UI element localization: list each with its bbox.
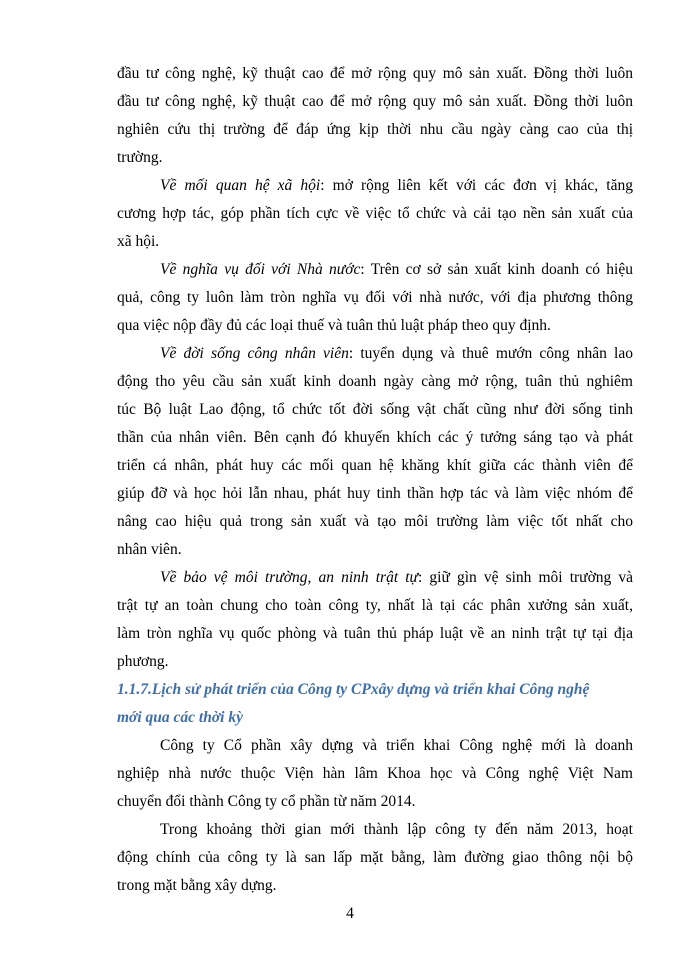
paragraph-text: : mở rộng liên kết với các đơn vị khác, tăng bbox=[320, 177, 633, 194]
body-line: nâng cao hiệu quả trong sản xuất và tạo môi trường làm việc tốt nhất cho bbox=[117, 513, 633, 530]
body-line: động tho yêu cầu sản xuất kinh doanh ngày càng mở rộng, tuân thủ nghiêm bbox=[117, 373, 633, 390]
body-line: nghiệp nhà nước thuộc Viện hàn lâm Khoa học và Công nghệ Việt Nam bbox=[117, 765, 633, 782]
paragraph-lead: Về đời sống công nhân viên bbox=[160, 345, 349, 362]
body-line: cương hợp tác, góp phần tích cực về việc tổ chức và cải tạo nền sản xuất của bbox=[117, 205, 633, 222]
section-heading: mới qua các thời kỳ bbox=[117, 709, 243, 726]
body-line: quả, công ty luôn làm tròn nghĩa vụ đối với nhà nước, với địa phương thông bbox=[117, 289, 633, 306]
body-line: đầu tư công nghệ, kỹ thuật cao để mở rộng quy mô sản xuất. Đồng thời luôn bbox=[117, 65, 633, 82]
body-line: phương. bbox=[117, 653, 169, 670]
paragraph-environment bbox=[160, 568, 633, 588]
body-line: làm tròn nghĩa vụ quốc phòng và tuân thủ pháp luật về an ninh trật tự tại địa bbox=[117, 625, 633, 642]
paragraph-social bbox=[160, 176, 633, 196]
paragraph-text: : tuyển dụng và thuê mướn công nhân lao bbox=[348, 345, 633, 362]
body-line: giúp đỡ và học hỏi lẫn nhau, phát huy tinh thần hợp tác và làm việc nhóm để bbox=[117, 485, 633, 502]
paragraph-text: : Trên cơ sở sản xuất kinh doanh có hiệu bbox=[360, 261, 633, 278]
paragraph-employees bbox=[160, 344, 633, 364]
body-line: qua việc nộp đầy đủ các loại thuế và tuân thủ luật pháp theo quy định. bbox=[117, 317, 551, 334]
body-line: trật tự an toàn chung cho toàn công ty, nhất là tại các phân xưởng sản xuất, bbox=[117, 597, 633, 614]
body-line: nhân viên. bbox=[117, 541, 182, 558]
body-line: động chính của công ty là san lấp mặt bằng, làm đường giao thông nội bộ bbox=[117, 849, 633, 866]
paragraph-text: : giữ gìn vệ sinh môi trường và bbox=[418, 569, 633, 586]
body-line: Công ty Cổ phần xây dựng và triển khai Công nghệ mới là doanh bbox=[160, 737, 633, 754]
body-line: triển cá nhân, phát huy các mối quan hệ khăng khít giữa các thành viên để bbox=[117, 457, 633, 474]
body-line: trong mặt bằng xây dựng. bbox=[117, 877, 277, 894]
body-line: túc Bộ luật Lao động, tổ chức tốt đời sống vật chất cũng như đời sống tinh bbox=[117, 401, 633, 418]
paragraph-state-duty bbox=[160, 260, 633, 280]
paragraph-lead: Về bảo vệ môi trường, an ninh trật tự bbox=[160, 569, 418, 586]
body-line: Trong khoảng thời gian mới thành lập công ty đến năm 2013, hoạt bbox=[160, 821, 633, 838]
body-line: thần của nhân viên. Bên cạnh đó khuyến khích các ý tưởng sáng tạo và phát bbox=[117, 429, 633, 446]
body-line: chuyển đổi thành Công ty cổ phần từ năm 2014. bbox=[117, 793, 416, 810]
body-line: xã hội. bbox=[117, 233, 160, 250]
page-number: 4 bbox=[346, 905, 354, 922]
paragraph-lead: Về mối quan hệ xã hội bbox=[160, 177, 321, 194]
body-line: đầu tư công nghệ, kỹ thuật cao để mở rộng quy mô sản xuất. Đồng thời luôn bbox=[117, 93, 633, 110]
paragraph-lead: Về nghĩa vụ đối với Nhà nước bbox=[160, 261, 361, 278]
body-line: trường. bbox=[117, 149, 163, 166]
body-line: nghiên cứu thị trường để đáp ứng kịp thời nhu cầu ngày càng cao của thị bbox=[117, 121, 633, 138]
section-heading: 1.1.7.Lịch sử phát triển của Công ty CPxây dựng và triển khai Công nghệ bbox=[117, 681, 590, 698]
